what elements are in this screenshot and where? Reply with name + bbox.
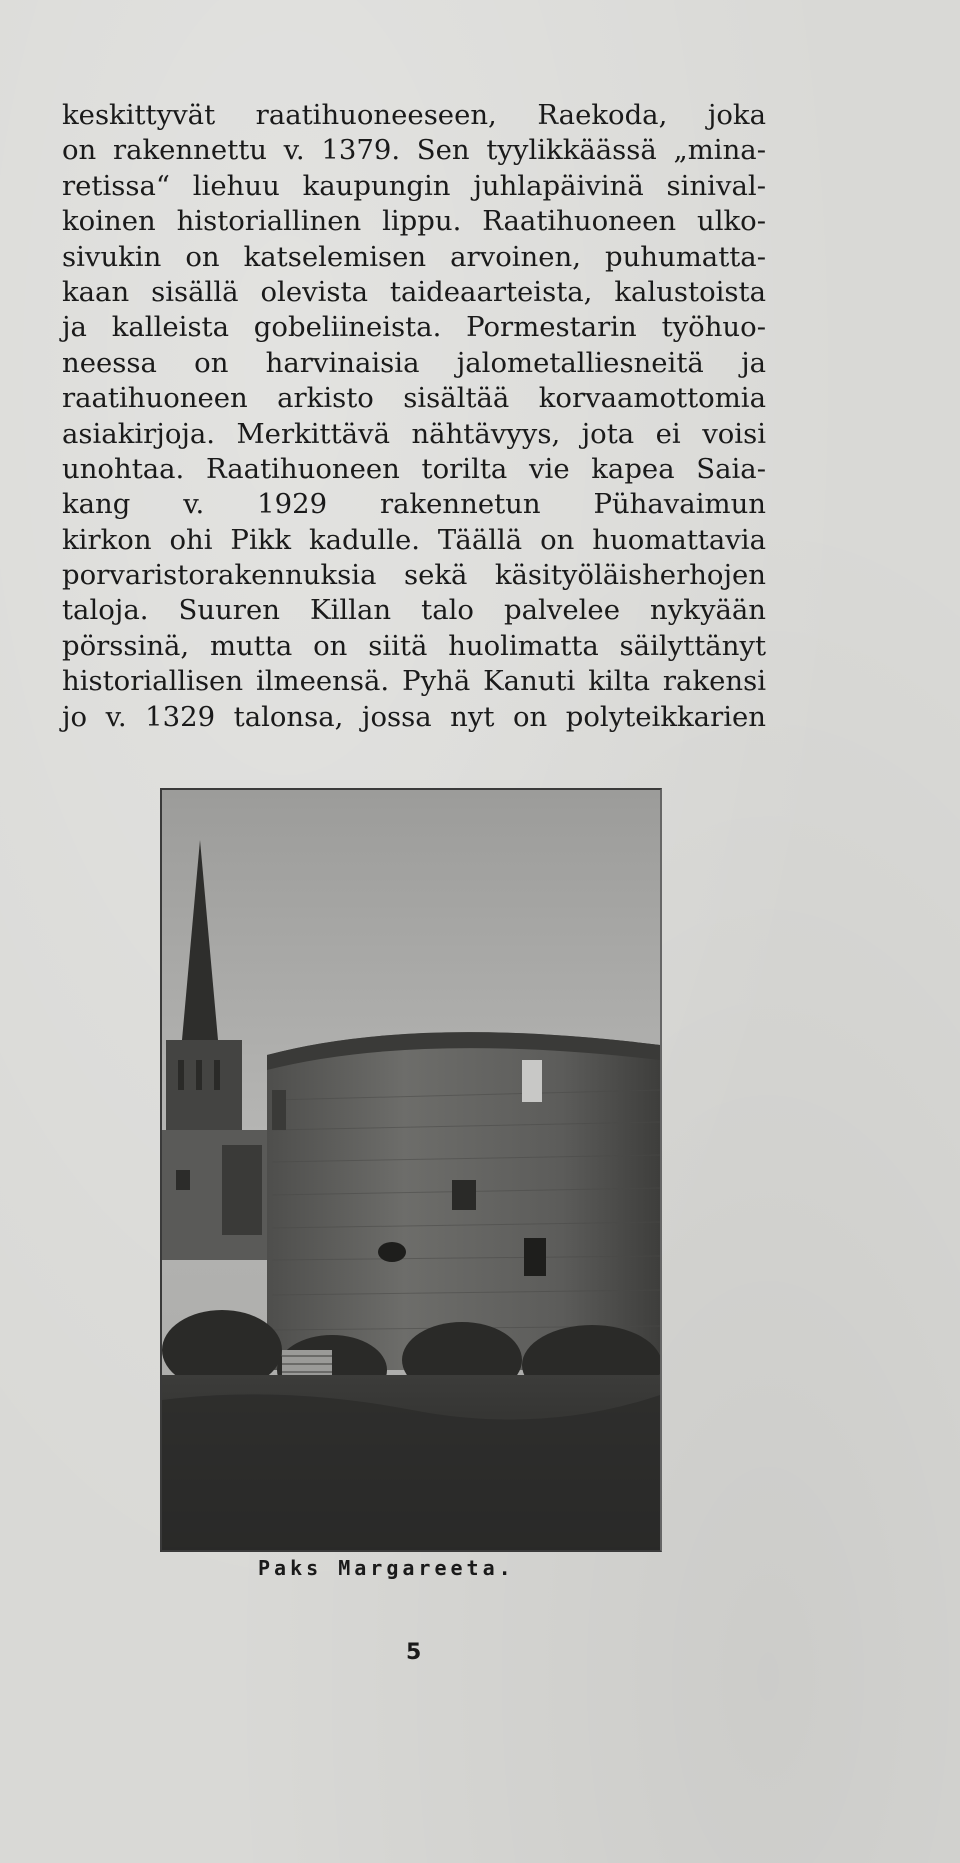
text-line: keskittyvät raatihuoneeseen, Raekoda, joka [62, 99, 766, 131]
tower-window [524, 1238, 546, 1276]
text-line: neessa on harvinaisia jalometalliesneitä ja [62, 346, 766, 379]
text-line: raatihuoneen arkisto sisältää korvaamottomia [62, 382, 766, 415]
tower-window [378, 1242, 406, 1262]
text-line: porvaristorakennuksia sekä käsityöläisherhojen [62, 559, 766, 592]
body-text [62, 98, 766, 735]
photo-illustration [162, 790, 660, 1550]
text-line: sivukin on katselemisen arvoinen, puhumatta- [62, 240, 766, 273]
page-number: 5 [406, 1640, 422, 1665]
text-line: pörssinä, mutta on siitä huolimatta säilyttänyt [62, 629, 766, 662]
tower-window [452, 1180, 476, 1210]
text-line: retissa“ liehuu kaupungin juhlapäivinä sinival- [62, 169, 766, 202]
text-line: jo v. 1329 talonsa, jossa nyt on polyteikkarien [62, 700, 766, 733]
text-line: kirkon ohi Pikk kadulle. Täällä on huomattavia [62, 523, 766, 556]
photo-caption: Paks Margareeta. [258, 1556, 515, 1580]
tower-window [522, 1060, 542, 1102]
text-line: koinen historiallinen lippu. Raatihuoneen ulko- [62, 205, 766, 238]
text-line: kang v. 1929 rakennetun Pühavaimun [62, 488, 766, 521]
text-line: taloja. Suuren Killan talo palvelee nykyään [62, 594, 766, 627]
text-line: on rakennettu v. 1379. Sen tyylikkäässä „mina- [62, 134, 766, 167]
text-line: asiakirjoja. Merkittävä nähtävyys, jota ei voisi [62, 417, 766, 450]
text-line: historiallisen ilmeensä. Pyhä Kanuti kilta rakensi [62, 665, 766, 698]
text-line: ja kalleista gobeliineista. Pormestarin työhuo- [62, 311, 766, 344]
text-line: unohtaa. Raatihuoneen torilta vie kapea Saia- [62, 452, 766, 485]
text-line: kaan sisällä olevista taideaarteista, kalustoista [62, 275, 766, 308]
tower-photograph [160, 788, 662, 1552]
